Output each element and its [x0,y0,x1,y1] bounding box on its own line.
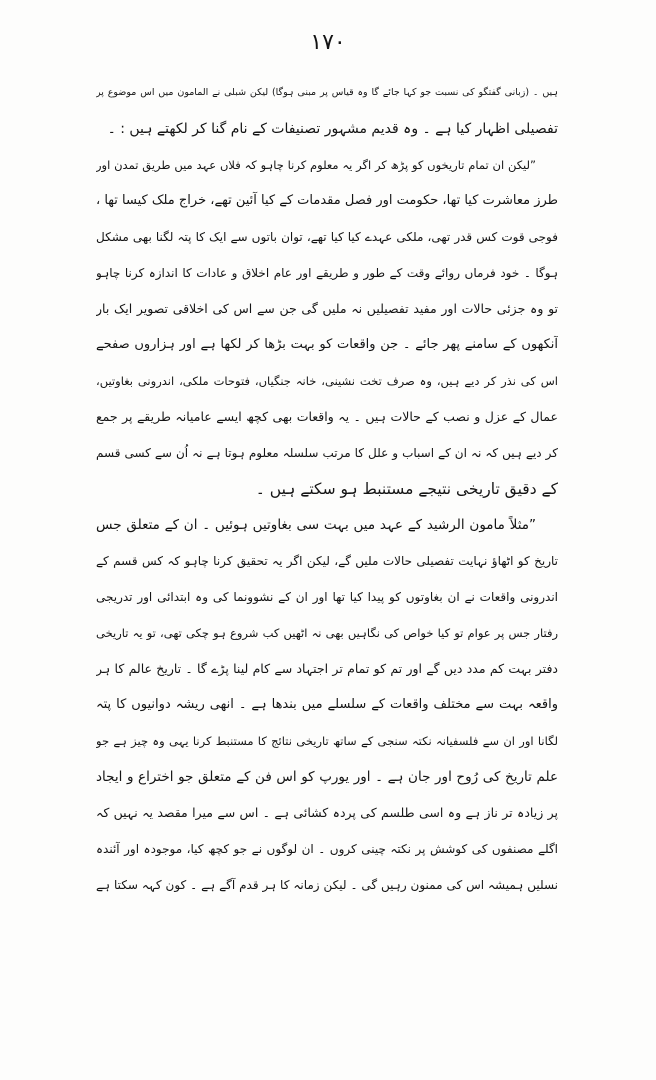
text-line: طرز معاشرت کیا تھا، حکومت اور فصل مقدمات کے کیا آئین تھے، خراج ملک کیسا تھا ، [96,193,558,208]
text-line: اس کی نذر کر دیے ہیں، وہ صرف تخت نشینی، خانہ جنگیاں، فتوحات ملکی، اندرونی بغاوتیں، [96,374,558,388]
text-line: ”لیکن ان تمام تاریخوں کو پڑھ کر اگر یہ معلوم کرنا چاہو کہ فلاں عہد میں طریق تمدن اور [96,158,536,172]
text-line: تاریخ کو اٹھاؤ نہایت تفصیلی حالات ملیں گے، لیکن اگر یہ تحقیق کرنا چاہو کہ کس قسم کے [96,554,558,568]
text-line: فوجی قوت کس قدر تھی، ملکی عہدے کیا کیا تھے، توان باتوں سے ایک کا پتہ لگنا بھی مشکل [96,230,558,244]
text-line: نسلیں ہمیشہ اس کی ممنون رہیں گی ۔ لیکن زمانہ کا ہر قدم آگے ہے ۔ کون کہہ سکتا ہے [96,878,558,892]
text-line: ”مثلاً مامون الرشید کے عہد میں بہت سی بغاوتیں ہوئیں ۔ ان کے متعلق جس [96,517,536,533]
text-line: ہوگا ۔ خود فرماں روائے وقت کے طور و طریقے اور عام اخلاق و عادات کا اندازہ کرنا چاہو [96,266,558,280]
text-line: آنکھوں کے سامنے پھر جائے ۔ جن واقعات کو بہت بڑھا کر لکھا ہے اور ہزاروں صفحے [96,337,558,352]
text-line: رفتار جس پر عوام تو کیا خواص کی نگاہیں بھی نہ اٹھیں کب شروع ہو چکی تھی، تو یہ تاریخی [96,626,558,640]
text-line: علم تاریخ کی رُوح اور جان ہے ۔ اور یورپ کو اس فن کے متعلق جو اختراع و ایجاد [96,769,558,785]
text-line: کے دقیق تاریخی نتیجے مستنبط ہو سکتے ہیں ۔ [255,480,558,498]
text-line: تو وہ جزئی حالات اور مفید تفصیلیں نہ ملیں گی جن سے اس کی اخلاقی تصویر ایک بار [96,301,558,316]
text-line: کر دیے ہیں کہ نہ ان کے اسباب و علل کا مرتب سلسلہ معلوم ہوتا ہے نہ اُن سے کسی قسم [96,446,558,460]
text-line: لگانا اور ان سے فلسفیانہ نکتہ سنجی کے ساتھ تاریخی نتائج کا مستنبط کرنا یہی وہ چیز ہے جو [96,734,558,748]
text-line: تفصیلی اظہار کیا ہے ۔ وہ قدیم مشہور تصنیفات کے نام گنا کر لکھتے ہیں : ۔ [107,121,558,137]
text-line: اندرونی واقعات نے ان بغاوتوں کو پیدا کیا تھا اور ان کے نشوونما کی وہ ابتدائی اور تدریجی [96,590,558,604]
text-line: پر زیادہ تر ناز ہے وہ اسی طلسم کی پردہ کشائی ہے ۔ اس سے میرا مقصد یہ نہیں کہ [96,805,558,820]
text-line: واقعہ بہت سے مختلف واقعات کے سلسلے میں بندھا ہے ۔ انھی ریشہ دوانیوں کا پتہ [96,697,558,712]
text-line: دفتر بہت کم مدد دیں گے اور تم کو تمام تر اجتہاد سے کام لینا پڑے گا ۔ تاریخ عالم کا ہر [96,661,558,676]
text-line: اگلے مصنفوں کی کوشش پر نکتہ چینی کروں ۔ ان لوگوں نے جو کچھ کیا، موجودہ اور آئندہ [96,842,558,856]
text-line: ہیں ۔ (زبانی گفتگو کی نسبت جو کہا جائے گا وہ قیاس پر مبنی ہوگا) لیکن شبلی نے المامون میں اس موضوع پر [96,87,558,98]
page-number: ۱۷۰ [310,30,346,55]
page-body-text [96,75,558,903]
text-line: عمال کے عزل و نصب کے حالات ہیں ۔ یہ واقعات بھی کچھ ایسے عامیانہ طریقے پر جمع [96,409,558,424]
